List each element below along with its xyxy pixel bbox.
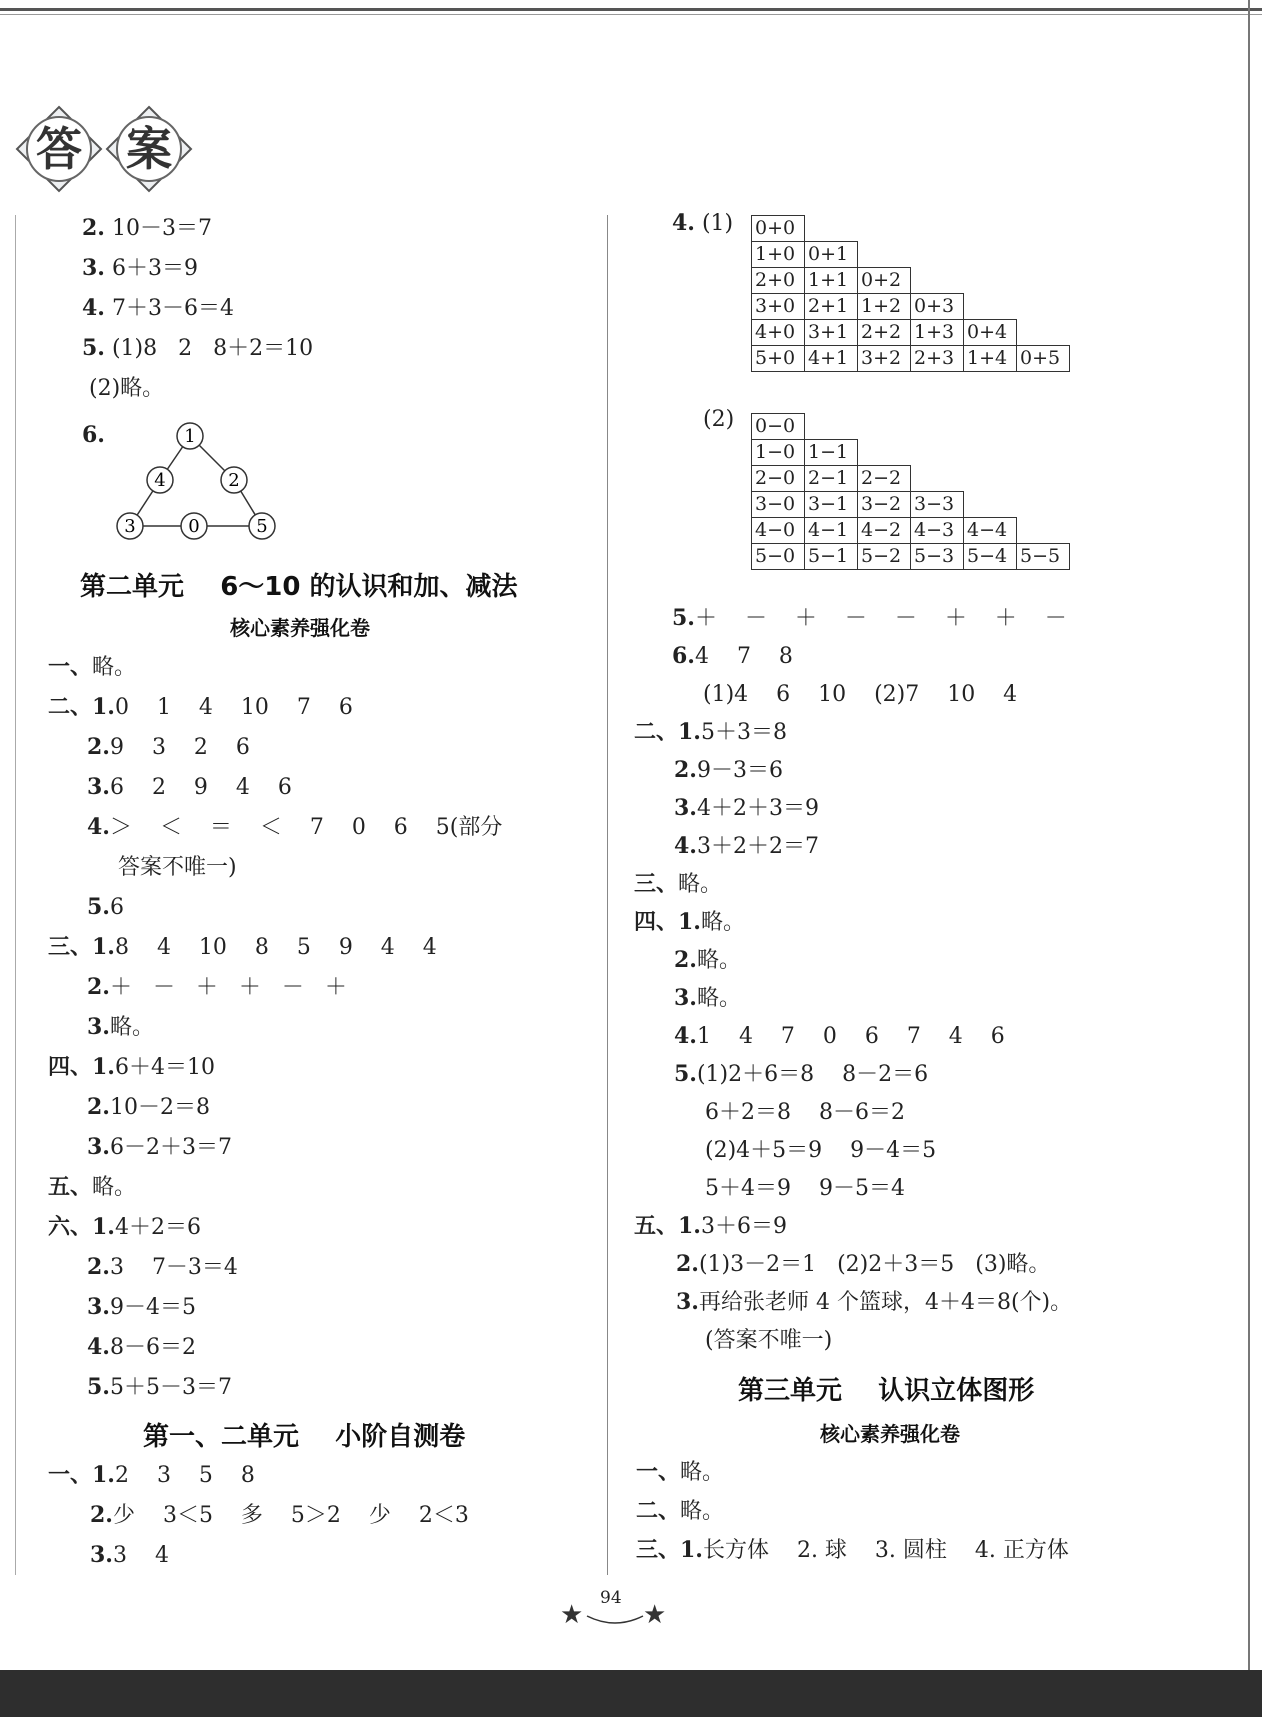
table-cell: 4−1 [805, 518, 858, 544]
table-cell: 5−0 [752, 544, 805, 570]
table-cell: 0+3 [911, 294, 964, 320]
triangle-value: 0 [188, 516, 200, 537]
table-cell: 3−2 [858, 492, 911, 518]
answer-line: 二、略。 [636, 1498, 725, 1524]
answer-line: 二、1.5＋3＝8 [634, 719, 787, 745]
table-cell: 1+3 [911, 320, 964, 346]
triangle-value: 5 [256, 516, 268, 537]
answer-line: 二、1.0 1 4 10 7 6 [48, 694, 353, 720]
table-cell: 0−0 [752, 414, 805, 440]
table-cell: 4−4 [964, 518, 1017, 544]
table-cell: 4+0 [752, 320, 805, 346]
triangle-value: 4 [154, 470, 166, 491]
header-badge-2 [105, 105, 193, 193]
unit-3-subtitle: 核心素养强化卷 [820, 1422, 960, 1446]
answer-line: 3.9－4＝5 [87, 1294, 196, 1320]
answer-line: 2.3 7－3＝4 [87, 1254, 238, 1280]
top-rule-thin [0, 14, 1262, 15]
answer-line: 3. 6＋3＝9 [82, 255, 198, 281]
answer-line: 3.4＋2＋3＝9 [674, 795, 819, 821]
table-cell: 1+0 [752, 242, 805, 268]
answer-line: 3.6－2＋3＝7 [87, 1134, 232, 1160]
star-icon: ★ [560, 1600, 584, 1630]
table-cell: 5−3 [911, 544, 964, 570]
table-cell: 5−5 [1017, 544, 1070, 570]
table-cell: 0+5 [1017, 346, 1070, 372]
header-char-1: 答 [36, 122, 82, 176]
table-cell: 3+2 [858, 346, 911, 372]
table-cell: 0+4 [964, 320, 1017, 346]
column-divider [607, 215, 608, 1575]
answer-line: 一、略。 [636, 1459, 725, 1485]
answer-line: 5.＋ － ＋ － － ＋ ＋ － [672, 605, 1067, 631]
answer-line: 三、1.长方体 2. 球 3. 圆柱 4. 正方体 [636, 1537, 1069, 1563]
table-cell: 4−2 [858, 518, 911, 544]
right-edge-rule [1248, 0, 1250, 1717]
triangle-value: 3 [124, 516, 136, 537]
bottom-bar [0, 1670, 1262, 1717]
answer-line: 三、1.8 4 10 8 5 9 4 4 [48, 934, 437, 960]
answer-line: (1)4 6 10 (2)7 10 4 [703, 682, 1018, 707]
answer-line: 5＋4＝9 9－5＝4 [705, 1176, 905, 1201]
answer-line: 4. 7＋3－6＝4 [82, 295, 234, 321]
table-cell: 1+1 [805, 268, 858, 294]
answer-line: 一、略。 [48, 654, 137, 680]
answer-line: 5.(1)2＋6＝8 8－2＝6 [674, 1061, 929, 1087]
answer-line: 三、略。 [634, 871, 723, 897]
answer-line: 2.(1)3－2＝1 (2)2＋3＝5 (3)略。 [676, 1251, 1051, 1277]
answer-line: 6.4 7 8 [672, 643, 793, 669]
table-cell: 3+1 [805, 320, 858, 346]
triangle-value: 1 [184, 426, 196, 447]
table-cell: 1+2 [858, 294, 911, 320]
table-cell: 2+2 [858, 320, 911, 346]
answer-line: 2.9 3 2 6 [87, 734, 250, 760]
page-number: 94 [600, 1588, 622, 1608]
table-cell: 3−3 [911, 492, 964, 518]
answer-line: 3.略。 [674, 985, 741, 1011]
test-title: 第一、二单元 小阶自测卷 [143, 1422, 466, 1452]
table-cell: 1+4 [964, 346, 1017, 372]
answer-header [0, 95, 220, 185]
answer-line: 4.3＋2＋2＝7 [674, 833, 819, 859]
subtraction-table [751, 413, 1070, 570]
triangle-value: 2 [228, 470, 240, 491]
answer-line: 3.略。 [87, 1014, 154, 1040]
answer-line: 一、1.2 3 5 8 [48, 1462, 255, 1488]
star-icon: ★ [643, 1600, 667, 1630]
unit-2-title: 第二单元 6～10 的认识和加、减法 [80, 572, 518, 602]
table-cell: 2+1 [805, 294, 858, 320]
table-cell: 5+0 [752, 346, 805, 372]
answer-line: 6＋2＝8 8－6＝2 [705, 1100, 905, 1125]
table-cell: 1−1 [805, 440, 858, 466]
unit-2-subtitle: 核心素养强化卷 [230, 616, 370, 640]
header-char-2: 案 [126, 122, 172, 176]
unit-3-title: 第三单元 认识立体图形 [738, 1376, 1035, 1406]
header-badge-1 [15, 105, 103, 193]
answer-line: 四、1.略。 [634, 909, 745, 935]
answer-line: 五、1.3＋6＝9 [634, 1213, 787, 1239]
answer-line: 4. (1) [672, 210, 734, 236]
table-cell: 3−1 [805, 492, 858, 518]
table-cell: 0+2 [858, 268, 911, 294]
answer-line: 5.5＋5－3＝7 [87, 1374, 232, 1400]
left-margin-rule [15, 215, 16, 1575]
number-triangle-diagram [108, 420, 288, 548]
swoosh-icon [585, 1612, 645, 1628]
table-cell: 5−4 [964, 544, 1017, 570]
answer-line: (2) [703, 407, 735, 432]
answer-line: 2.略。 [674, 947, 741, 973]
table-cell: 2+0 [752, 268, 805, 294]
table-cell: 4−0 [752, 518, 805, 544]
answer-line: 2.＋ － ＋ ＋ － ＋ [87, 974, 347, 1000]
answer-line: (2)略。 [89, 376, 165, 401]
answer-line: 四、1.6＋4＝10 [48, 1054, 215, 1080]
answer-line: 2.10－2＝8 [87, 1094, 210, 1120]
table-cell: 0+1 [805, 242, 858, 268]
answer-line: 2.少 3＜5 多 5＞2 少 2＜3 [90, 1502, 469, 1528]
answer-line: 3.3 4 [90, 1542, 169, 1568]
table-cell: 4+1 [805, 346, 858, 372]
answer-line: (2)4＋5＝9 9－4＝5 [705, 1138, 937, 1163]
table-cell: 4−3 [911, 518, 964, 544]
answer-line: 六、1.4＋2＝6 [48, 1214, 201, 1240]
answer-line: 3.6 2 9 4 6 [87, 774, 292, 800]
top-rule [0, 8, 1262, 11]
table-cell: 0+0 [752, 216, 805, 242]
answer-line: 5.6 [87, 894, 124, 920]
answer-line: 6. [82, 422, 105, 448]
answer-line: 4.8－6＝2 [87, 1334, 196, 1360]
answer-line: 3.再给张老师 4 个篮球，4＋4＝8(个)。 [676, 1289, 1073, 1315]
answer-line: (答案不唯一) [705, 1328, 833, 1353]
answer-line: 2.9－3＝6 [674, 757, 783, 783]
answer-line: 答案不唯一) [118, 855, 237, 880]
answer-line: 5. (1)8 2 8＋2＝10 [82, 335, 314, 361]
answer-line: 4.1 4 7 0 6 7 4 6 [674, 1023, 1005, 1049]
table-cell: 2−1 [805, 466, 858, 492]
table-cell: 2+3 [911, 346, 964, 372]
table-cell: 3+0 [752, 294, 805, 320]
answer-line: 2. 10－3＝7 [82, 215, 212, 241]
answer-line: 五、略。 [48, 1174, 137, 1200]
table-cell: 1−0 [752, 440, 805, 466]
table-cell: 2−2 [858, 466, 911, 492]
table-cell: 5−1 [805, 544, 858, 570]
answer-line: 4.＞ ＜ ＝ ＜ 7 0 6 5(部分 [87, 814, 503, 840]
addition-table [751, 215, 1070, 372]
table-cell: 5−2 [858, 544, 911, 570]
table-cell: 3−0 [752, 492, 805, 518]
table-cell: 2−0 [752, 466, 805, 492]
